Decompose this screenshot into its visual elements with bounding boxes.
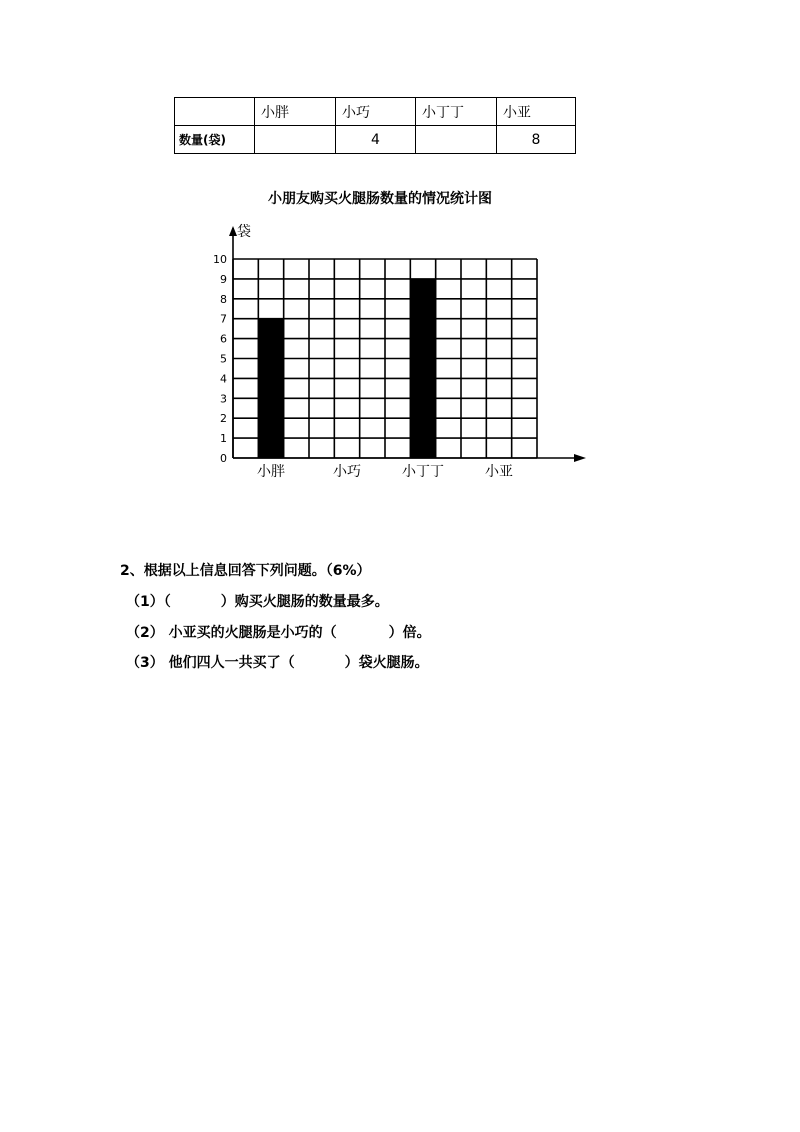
y-tick-label: 7	[220, 312, 227, 326]
table-row-header: 数量(袋)	[175, 126, 255, 154]
question-1-suffix: ）购买火腿肠的数量最多。	[220, 594, 389, 610]
question-3	[126, 652, 429, 672]
x-tick-label: 小亚	[485, 464, 513, 480]
question-3-suffix: ）袋火腿肠。	[344, 655, 429, 671]
question-2-prefix: （2） 小亚买的火腿肠是小巧的（	[126, 625, 337, 641]
y-tick-label: 2	[220, 412, 227, 426]
y-tick-label: 1	[220, 432, 227, 446]
x-tick-label: 小丁丁	[402, 464, 444, 480]
question-3-prefix: （3） 他们四人一共买了（	[126, 655, 295, 671]
y-axis-arrow-icon	[229, 226, 237, 236]
bar-chart	[0, 0, 800, 520]
question-2	[126, 622, 431, 642]
x-axis-arrow-icon	[574, 454, 586, 462]
table-name-cell: 小丁丁	[416, 98, 497, 126]
table-value-cell[interactable]: 4	[336, 126, 416, 154]
y-tick-label: 3	[220, 392, 227, 406]
y-tick-label: 8	[220, 292, 227, 306]
y-tick-label: 10	[213, 253, 227, 266]
table-name-cell: 小胖	[255, 98, 336, 126]
bar-3	[410, 279, 435, 458]
y-tick-label: 6	[220, 332, 227, 346]
table-name-cell: 小巧	[336, 98, 416, 126]
x-tick-label: 小胖	[257, 464, 285, 480]
question-2-suffix: ）倍。	[388, 625, 431, 641]
questions-heading: 2、根据以上信息回答下列问题。（6%）	[120, 563, 371, 579]
y-tick-label: 5	[220, 352, 227, 366]
y-axis-label: 袋	[237, 224, 251, 240]
question-1-prefix: （1）（	[126, 594, 171, 610]
chart-bars	[258, 279, 435, 458]
bar-1	[258, 319, 283, 458]
y-tick-label: 9	[220, 272, 227, 286]
chart-title: 小朋友购买火腿肠数量的情况统计图	[268, 191, 492, 207]
question-1	[126, 591, 389, 611]
table-value-cell[interactable]: 8	[497, 126, 576, 154]
table-name-cell: 小亚	[497, 98, 576, 126]
y-tick-label: 4	[220, 372, 227, 386]
x-tick-label: 小巧	[333, 464, 361, 480]
y-tick-label: 0	[220, 452, 227, 465]
